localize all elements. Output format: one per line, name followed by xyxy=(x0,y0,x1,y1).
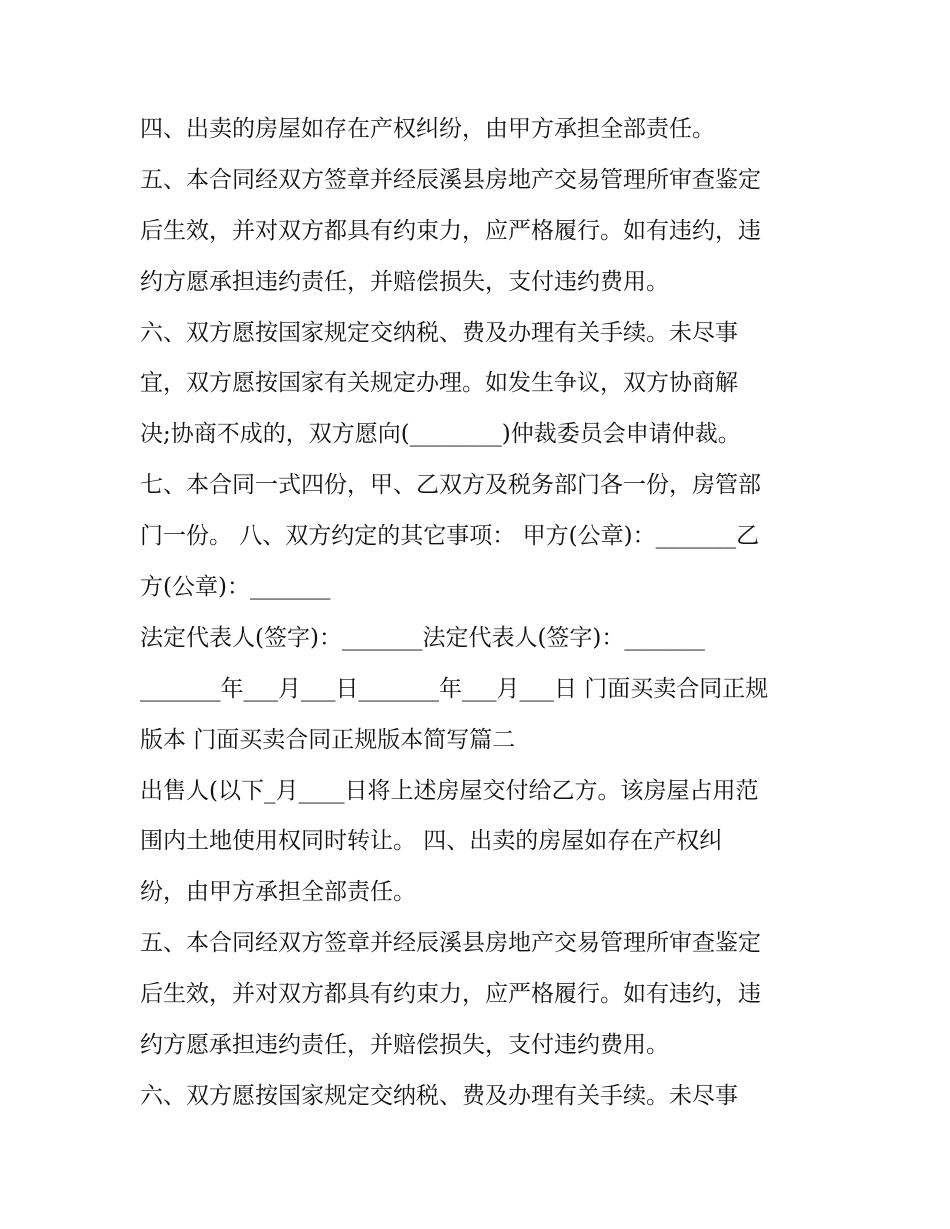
text-line: 出售人(以下_月____日将上述房屋交付给乙方。该房屋占用范 xyxy=(140,777,759,804)
text-line: 后生效，并对双方都具有约束力，应严格履行。如有违约，违 xyxy=(140,217,761,244)
text-line: 版本 门面买卖合同正规版本简写篇二 xyxy=(140,726,516,753)
text-line: 七、本合同一式四份，甲、乙双方及税务部门各一份，房管部 xyxy=(140,472,761,499)
text-line: 约方愿承担违约责任，并赔偿损失，支付违约费用。 xyxy=(140,1032,669,1059)
text-line: 五、本合同经双方签章并经辰溪县房地产交易管理所审查鉴定 xyxy=(140,930,761,957)
text-line: 纷，由甲方承担全部责任。 xyxy=(140,879,416,906)
text-line: 法定代表人(签字)：_______法定代表人(签字)：_______ xyxy=(140,624,705,651)
text-line: 决;协商不成的，双方愿向(________)仲裁委员会申请仲裁。 xyxy=(140,421,741,448)
text-line: 门一份。 八、双方约定的其它事项： 甲方(公章)：_______乙 xyxy=(140,523,760,550)
text-line: 后生效，并对双方都具有约束力，应严格履行。如有违约，违 xyxy=(140,981,761,1008)
text-line: 围内土地使用权同时转让。 四、出卖的房屋如存在产权纠 xyxy=(140,828,723,855)
text-line: 六、双方愿按国家规定交纳税、费及办理有关手续。未尽事 xyxy=(140,319,738,346)
text-line: 五、本合同经双方签章并经辰溪县房地产交易管理所审查鉴定 xyxy=(140,166,761,193)
text-line: _______年___月___日_______年___月___日 门面买卖合同正规 xyxy=(140,675,769,702)
text-line: 四、出卖的房屋如存在产权纠纷，由甲方承担全部责任。 xyxy=(140,116,715,142)
text-line: 约方愿承担违约责任，并赔偿损失，支付违约费用。 xyxy=(140,268,669,295)
text-line: 宜，双方愿按国家有关规定办理。如发生争议，双方协商解 xyxy=(140,370,738,397)
text-line: 方(公章)：_______ xyxy=(140,574,331,601)
document-body xyxy=(140,104,830,1122)
text-line: 六、双方愿按国家规定交纳税、费及办理有关手续。未尽事 xyxy=(140,1082,738,1109)
